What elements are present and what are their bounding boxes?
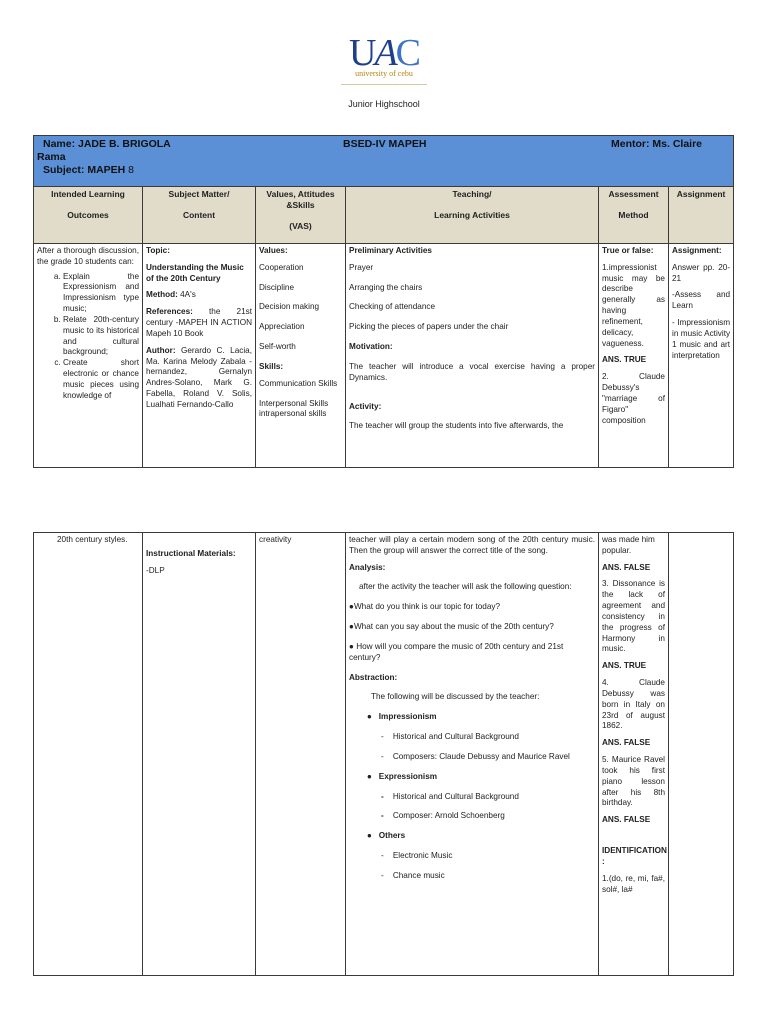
question: 1.(do, re, mi, fa#, sol#, la#	[602, 873, 665, 894]
topic-others: ● Others	[367, 831, 406, 841]
col-activities: Teaching/ Learning Activities	[346, 187, 599, 244]
answer: ANS. TRUE	[602, 355, 647, 365]
university-logo	[334, 34, 434, 80]
lesson-plan-table-page-2	[33, 532, 734, 976]
vas-cell-cont	[256, 533, 346, 976]
topic-impressionism: ● Impressionism	[367, 712, 437, 722]
outcomes-cell: After a thorough discussion, the grade 10 students can: a. Explain the Expressionism and Impressionism type music; b. Relate 20th-century music to its historical and cultural background; c. Create short electronic or chance music pieces using knowledge of	[34, 244, 143, 468]
outcomes-list	[37, 272, 139, 402]
logo-mark: UAC	[348, 32, 420, 74]
answer: ANS. FALSE	[602, 738, 651, 748]
logo-subtitle: university of cebu	[355, 69, 413, 78]
value-item: Self-worth	[259, 342, 296, 352]
subject-grade: 8	[125, 164, 135, 176]
activity-item: Prayer	[349, 262, 374, 272]
logo-divider	[341, 84, 427, 85]
value-item: Discipline	[259, 282, 295, 292]
answer: ANS. FALSE	[602, 815, 651, 825]
topic: Understanding the Music of the 20th Century	[146, 262, 244, 283]
subtopic: - Composers: Claude Debussy and Maurice Ravel	[381, 751, 570, 761]
content-row-2	[34, 533, 734, 976]
value-item: Appreciation	[259, 322, 305, 332]
abstraction: The following will be discussed by the teacher:	[371, 692, 540, 702]
topic-label: Topic:	[146, 246, 170, 255]
col-assignment: Assignment	[669, 187, 734, 244]
question: 4. Claude Debussy was born in Italy on 23rd of august 1862.	[602, 678, 665, 731]
activities-cell-cont: teacher will play a certain modern song of the 20th century music. Then the group will answer the correct title of the song. Analysis: after the activity the teacher will ask the following question: ●What do you think is our topic for today? ●What can you say about the music of the 20th century? ● How will you compare the music of 20th century and 21st century? Abstraction: The following will be discussed by the teacher: ● Impressionism - Historical and Cultural Background - Composers: Claude Debussy and Maurice Ravel ● Expressionism - Historical and Cultural Background - Composer: Arnold Schoenberg ● Others - Electronic Music - Chance music	[346, 533, 599, 976]
school-level: Junior Highschool	[348, 99, 420, 109]
mentor-continued: Rama	[37, 151, 66, 163]
subtopic: - Electronic Music	[381, 851, 453, 861]
activity-text: The teacher will group the students into five afterwards, the	[349, 421, 564, 431]
method: 4A's	[177, 290, 196, 300]
subtopic: - Historical and Cultural Background	[381, 732, 519, 742]
answer: ANS. TRUE	[602, 661, 647, 671]
vas-cell: Values: Cooperation Discipline Decision making Appreciation Self-worth Skills: Communication Skills Interpersonal Skills intrapersonal skills	[256, 244, 346, 468]
info-header-row	[34, 136, 734, 187]
assignment-item: Answer pp. 20-21	[672, 262, 731, 283]
identification-label: IDENTIFICATION :	[602, 846, 667, 866]
teacher-name: Name: JADE B. BRIGOLA	[43, 138, 171, 150]
question-item: ● How will you compare the music of 20th century and 21st century?	[349, 641, 564, 662]
subtopic: - Composer: Arnold Schoenberg	[381, 811, 505, 821]
assessment-cell-cont	[599, 533, 669, 976]
subtopic: - Historical and Cultural Background	[381, 791, 519, 801]
value-item: Cooperation	[259, 262, 304, 272]
col-learning-outcomes: Intended Learning Outcomes	[34, 187, 143, 244]
value-item: creativity	[259, 535, 292, 544]
assignment-item: - Impressionism in music Activity 1 music and art interpretation	[672, 318, 731, 360]
motivation: The teacher will introduce a vocal exercise having a proper Dynamics.	[349, 361, 595, 382]
col-vas: Values, Attitudes &Skills (VAS)	[256, 187, 346, 244]
mentor: Mentor: Ms. Claire	[611, 138, 703, 150]
question: 2. Claude Debussy's "marriage of Figaro" composition	[602, 372, 665, 425]
skill-item: Communication Skills	[259, 378, 338, 388]
question: 3. Dissonance is the lack of agreement and consistency in the progress of Harmony in music.	[602, 579, 665, 654]
outcome-continued: 20th century styles.	[57, 535, 128, 544]
outcomes-cell-cont	[34, 533, 143, 976]
authors: Gerardo C. Lacia, Ma. Karina Melody Zabala -hernandez, Gernalyn Andres-Solano, Mark G. Fabella, Roland V. Solis, Lualhati Fernando-Callo	[146, 345, 252, 409]
question-item: ●What can you say about the music of the 20th century?	[349, 622, 554, 632]
assignment-item: -Assess and Learn	[672, 290, 731, 311]
assessment-cell: True or false: 1.impressionist music may be describe generally as having refinement, delicacy, vagueness. ANS. TRUE 2. Claude Debussy's "marriage of Figaro" composition	[599, 244, 669, 468]
assignment-cell-cont	[669, 533, 734, 976]
lesson-plan-table-page-1	[33, 135, 734, 468]
program: BSED-IV MAPEH	[343, 138, 427, 150]
answer: ANS. FALSE	[602, 562, 651, 572]
column-header-row	[34, 187, 734, 244]
value-item: Decision making	[259, 302, 320, 312]
activity-text-cont: teacher will play a certain modern song of the 20th century music. Then the group will answer the correct title of the song.	[349, 535, 595, 555]
assignment-cell: Assignment: Answer pp. 20-21 -Assess and Learn - Impressionism in music Activity 1 music and art interpretation	[669, 244, 734, 468]
question-item: ●What do you think is our topic for today?	[349, 602, 501, 612]
materials: -DLP	[146, 565, 165, 575]
content-row-1	[34, 244, 734, 468]
question-cont: was made him popular.	[602, 535, 655, 555]
subject-matter-cell-cont: Instructional Materials: -DLP	[143, 533, 256, 976]
list-item: b. Relate 20th-century music to its historical and cultural background;	[63, 315, 139, 358]
subtopic: - Chance music	[381, 870, 445, 880]
list-item: a. Explain the Expressionism and Impressionism type music;	[63, 272, 139, 315]
skill-item: Interpersonal Skills intrapersonal skills	[259, 398, 329, 419]
question: 1.impressionist music may be describe generally as having refinement, delicacy, vagueness.	[602, 262, 665, 348]
col-assessment: Assessment Method	[599, 187, 669, 244]
activity-item: Checking of attendance	[349, 302, 436, 312]
activity-item: Picking the pieces of papers under the chair	[349, 322, 509, 332]
analysis: after the activity the teacher will ask the following question:	[359, 582, 572, 592]
activity-item: Arranging the chairs	[349, 282, 423, 292]
question: 5. Maurice Ravel took his first piano lesson after his 8th birthday.	[602, 755, 665, 808]
topic-expressionism: ● Expressionism	[367, 771, 438, 781]
subject-label: Subject: MAPEH	[43, 164, 126, 176]
references: the 21st century -MAPEH IN ACTION Mapeh 10 Book	[146, 307, 252, 338]
activities-cell: Preliminary Activities Prayer Arranging the chairs Checking of attendance Picking the pieces of papers under the chair Motivation: The teacher will introduce a vocal exercise having a proper Dynamics. Activity: The teacher will group the students into five afterwards, the	[346, 244, 599, 468]
col-subject-matter: Subject Matter/ Content	[143, 187, 256, 244]
subject-matter-cell: Topic: Understanding the Music of the 20th Century Method: 4A's References: the 21st century -MAPEH IN ACTION Mapeh 10 Book Author: Gerardo C. Lacia, Ma. Karina Melody Zabala -hernandez, Gernalyn Andres-Solano, Mark G. Fabella, Roland V. Solis, Lualhati Fernando-Callo	[143, 244, 256, 468]
list-item: c. Create short electronic or chance music pieces using knowledge of	[63, 358, 139, 401]
